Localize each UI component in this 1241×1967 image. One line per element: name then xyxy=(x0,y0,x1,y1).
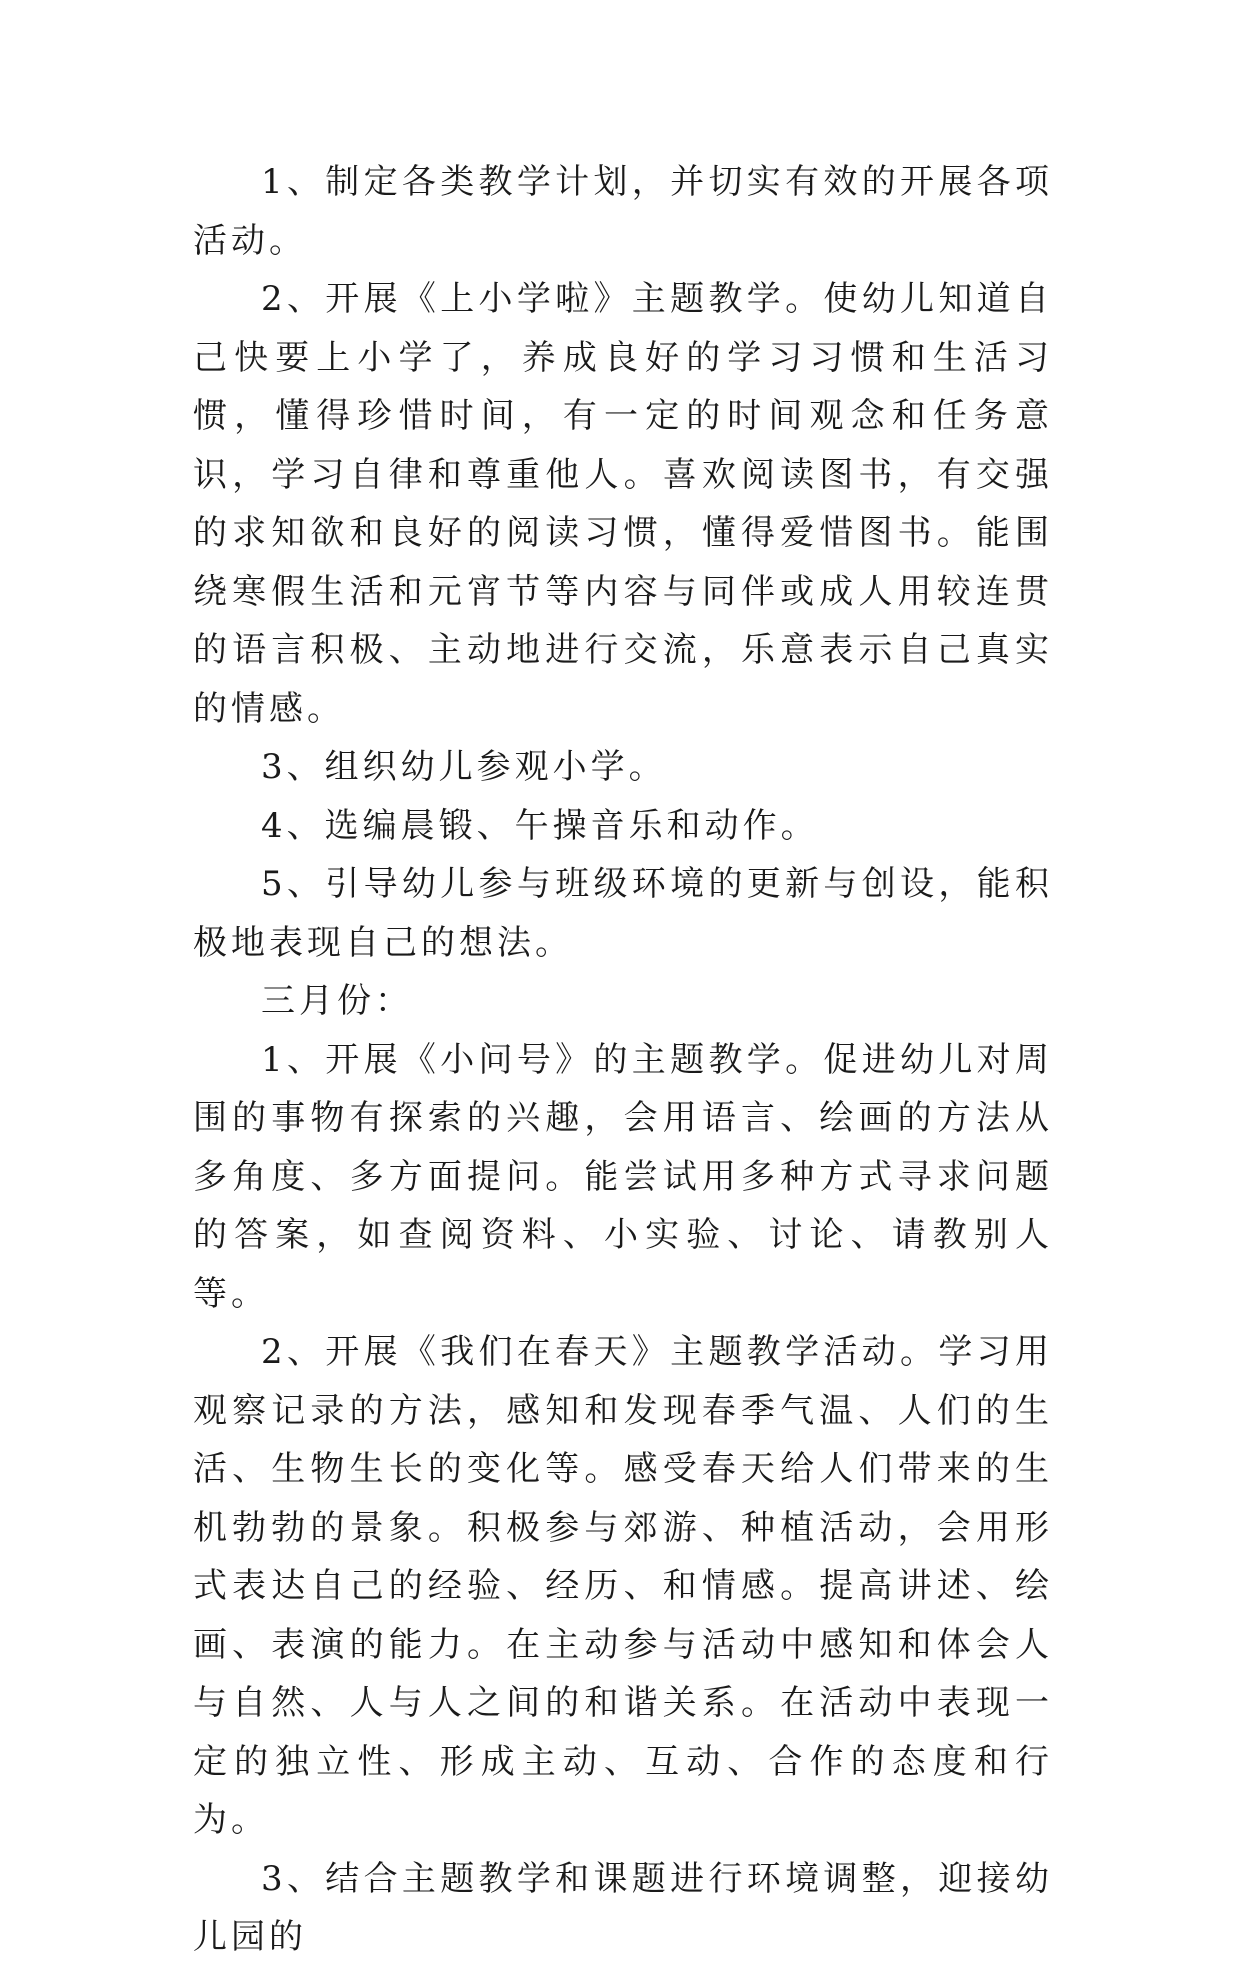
paragraph-2: 2、开展《上小学啦》主题教学。使幼儿知道自己快要上小学了，养成良好的学习习惯和生活习惯，懂得珍惜时间，有一定的时间观念和任务意识，学习自律和尊重他人。喜欢阅读图书，有交强的求知欲和良好的阅读习惯，懂得爱惜图书。能围绕寒假生活和元宵节等内容与同伴或成人用较连贯的语言积极、主动地进行交流，乐意表示自己真实的情感。 xyxy=(193,279,1053,729)
section-heading-march: 三月份： xyxy=(261,981,413,1021)
paragraph-5: 5、引导幼儿参与班级环境的更新与创设，能积极地表现自己的想法。 xyxy=(193,864,1053,963)
paragraph-7: 2、开展《我们在春天》主题教学活动。学习用观察记录的方法，感知和发现春季气温、人们的生活、生物生长的变化等。感受春天给人们带来的生机勃勃的景象。积极参与郊游、种植活动，会用形式表达自己的经验、经历、和情感。提高讲述、绘画、表演的能力。在主动参与活动中感知和体会人与自然、人与人之间的和谐关系。在活动中表现一定的独立性、形成主动、互动、合作的态度和行为。 xyxy=(193,1332,1053,1840)
document-body xyxy=(193,153,1053,1967)
paragraph-6: 1、开展《小问号》的主题教学。促进幼儿对周围的事物有探索的兴趣，会用语言、绘画的方法从多角度、多方面提问。能尝试用多种方式寻求问题的答案，如查阅资料、小实验、讨论、请教别人等。 xyxy=(193,1039,1053,1314)
paragraph-3: 3、组织幼儿参观小学。 xyxy=(261,747,667,787)
paragraph-8: 3、结合主题教学和课题进行环境调整，迎接幼儿园的 xyxy=(193,1858,1053,1957)
paragraph-1: 1、制定各类教学计划，并切实有效的开展各项活动。 xyxy=(193,162,1053,261)
paragraph-4: 4、选编晨锻、午操音乐和动作。 xyxy=(261,805,819,846)
